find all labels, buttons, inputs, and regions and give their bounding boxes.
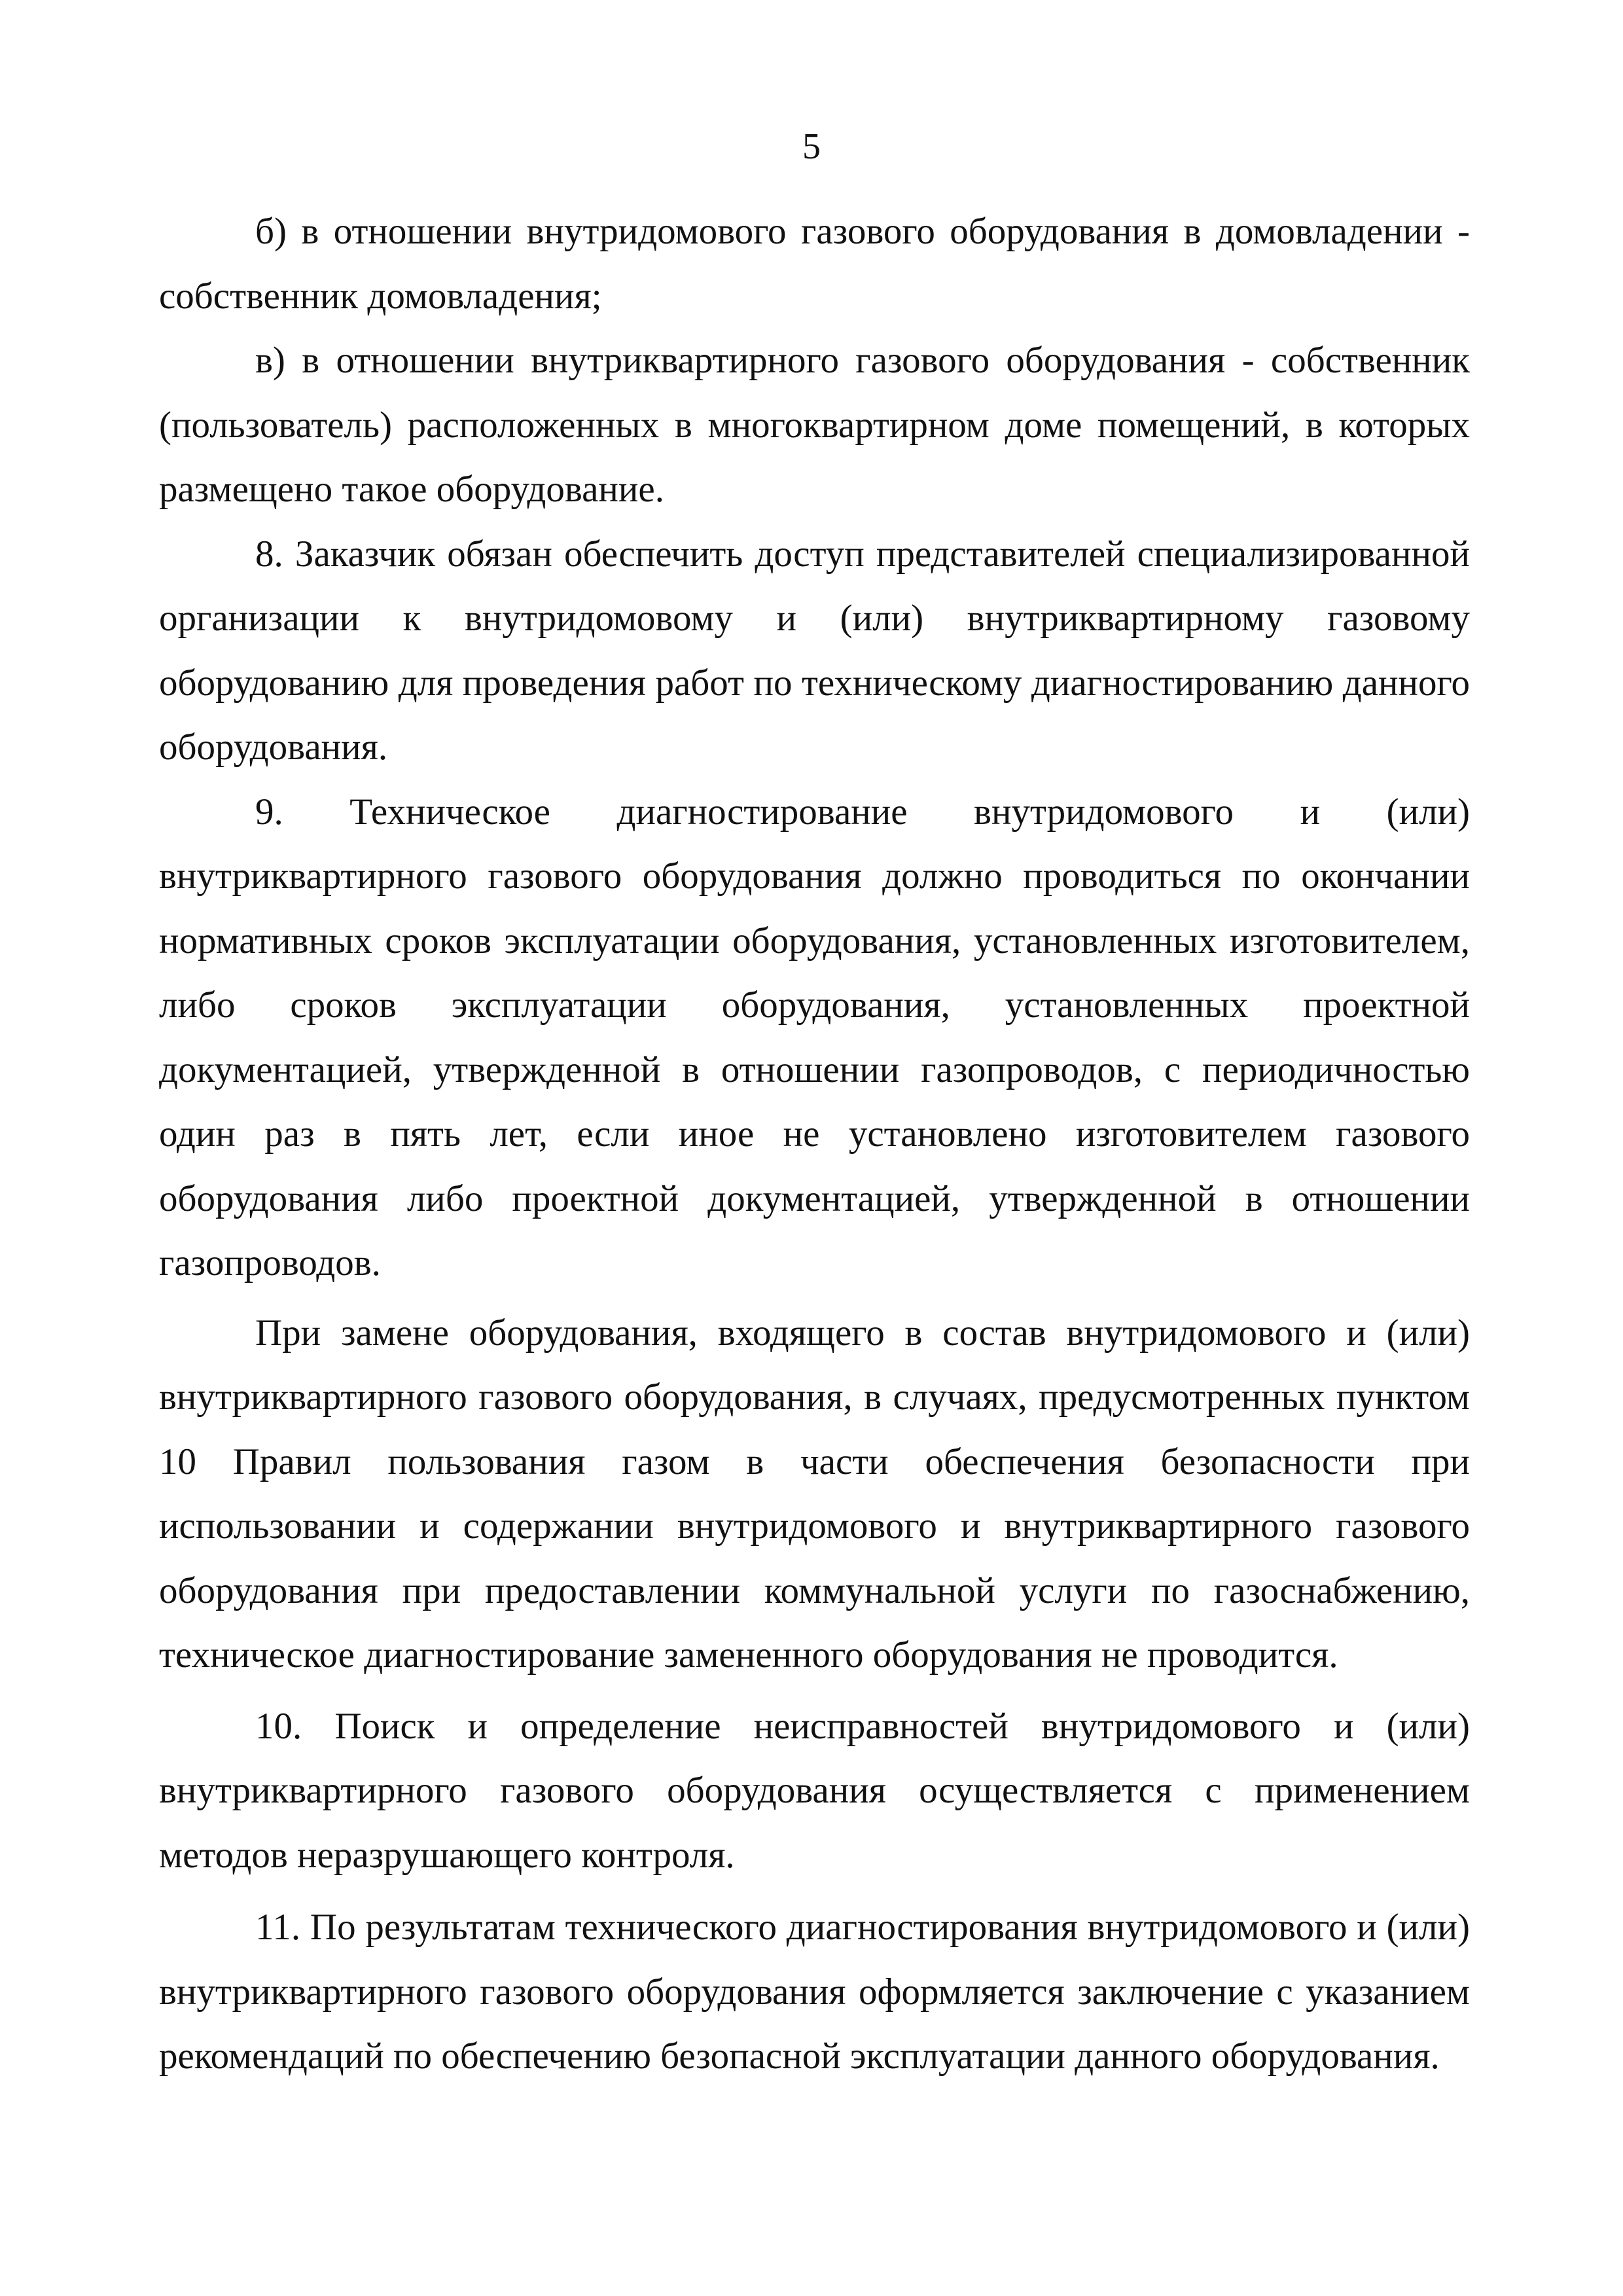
- paragraph-v-apartment-owner: в) в отношении внутриквартирного газового оборудования - собственник (пользователь) расположенных в многоквартирном доме помещений, в которых размещено такое оборудование.: [159, 340, 1470, 510]
- paragraph-9-technical-diagnostics: 9. Техническое диагностирование внутридомового и (или) внутриквартирного газового оборудования должно проводиться по окончании нормативных сроков эксплуатации оборудования, установленных изготовителем, либо сроков эксплуатации оборудования, установленных проектной документацией, утвержденной в отношении газопроводов, с периодичностью один раз в пять лет, если иное не установлено изготовителем газового оборудования либо проектной документацией, утвержденной в отношении газопроводов.: [159, 791, 1470, 1283]
- document-body: [159, 200, 1470, 2089]
- paragraph-b-household-owner: б) в отношении внутридомового газового оборудования в домовладении - собственник домовладения;: [159, 211, 1470, 317]
- paragraph-10-fault-detection: 10. Поиск и определение неисправностей внутридомового и (или) внутриквартирного газового оборудования осуществляется с применением методов неразрушающего контроля.: [159, 1705, 1470, 1876]
- paragraph-equipment-replacement: При замене оборудования, входящего в состав внутридомового и (или) внутриквартирного газового оборудования, в случаях, предусмотренных пунктом 10 Правил пользования газом в части обеспечения безопасности при использовании и содержании внутридомового и внутриквартирного газового оборудования при предоставлении коммунальной услуги по газоснабжению, техническое диагностирование замененного оборудования не проводится.: [159, 1312, 1470, 1676]
- paragraph-11-conclusion: 11. По результатам технического диагностирования внутридомового и (или) внутриквартирного газового оборудования оформляется заключение с указанием рекомендаций по обеспечению безопасной эксплуатации данного оборудования.: [159, 1907, 1470, 2077]
- page-number: 5: [802, 126, 821, 167]
- paragraph-8-customer-access: 8. Заказчик обязан обеспечить доступ представителей специализированной организации к внутридомовому и (или) внутриквартирному газовому оборудованию для проведения работ по техническому диагностированию данного оборудования.: [159, 533, 1470, 768]
